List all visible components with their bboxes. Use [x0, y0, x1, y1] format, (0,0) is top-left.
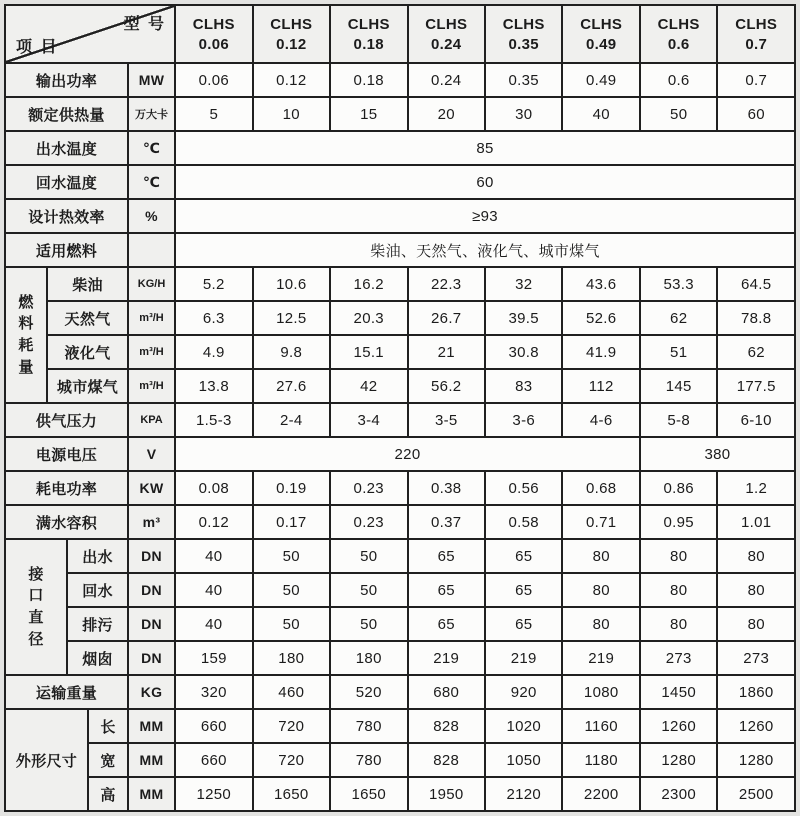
model-size: 0.7	[745, 35, 768, 53]
data-cell: 80	[562, 573, 639, 607]
data-cell: 5	[175, 97, 252, 131]
unit-cell: DN	[128, 539, 175, 573]
unit-cell: ℃	[128, 165, 175, 199]
data-cell: 680	[408, 675, 485, 709]
data-cell: 1020	[485, 709, 562, 743]
data-cell: 62	[717, 335, 795, 369]
unit-cell: m³/H	[128, 335, 175, 369]
model-series: CLHS	[192, 15, 235, 33]
data-cell: 50	[330, 607, 407, 641]
data-cell: 15.1	[330, 335, 407, 369]
data-cell: 0.49	[562, 63, 639, 97]
data-cell: 50	[330, 539, 407, 573]
row-label: 适用燃料	[5, 233, 128, 267]
unit-cell: KG	[128, 675, 175, 709]
unit-cell	[128, 233, 175, 267]
model-header-5	[562, 5, 639, 63]
data-cell: 30.8	[485, 335, 562, 369]
data-cell: 15	[330, 97, 407, 131]
data-cell: 1260	[640, 709, 717, 743]
model-size: 0.24	[431, 35, 462, 53]
data-cell: 1650	[253, 777, 330, 811]
split-value-cell: 380	[640, 437, 795, 471]
group-label-pipe	[5, 539, 67, 675]
data-cell: 12.5	[253, 301, 330, 335]
model-size: 0.12	[276, 35, 307, 53]
data-cell: 0.19	[253, 471, 330, 505]
data-cell: 39.5	[485, 301, 562, 335]
data-cell: 1180	[562, 743, 639, 777]
row-label: 耗电功率	[5, 471, 128, 505]
data-cell: 80	[640, 573, 717, 607]
unit-cell: ℃	[128, 131, 175, 165]
data-cell: 3-4	[330, 403, 407, 437]
row-label: 供气压力	[5, 403, 128, 437]
data-cell: 1950	[408, 777, 485, 811]
data-cell: 40	[175, 573, 252, 607]
data-cell: 1160	[562, 709, 639, 743]
data-cell: 219	[485, 641, 562, 675]
data-cell: 520	[330, 675, 407, 709]
unit-cell: m³	[128, 505, 175, 539]
data-cell: 0.06	[175, 63, 252, 97]
data-cell: 1250	[175, 777, 252, 811]
model-size: 0.35	[508, 35, 539, 53]
data-cell: 0.68	[562, 471, 639, 505]
data-cell: 42	[330, 369, 407, 403]
data-cell: 1.01	[717, 505, 795, 539]
sub-label: 回水	[67, 573, 128, 607]
data-cell: 80	[717, 573, 795, 607]
data-cell: 0.6	[640, 63, 717, 97]
data-cell: 219	[562, 641, 639, 675]
data-cell: 65	[485, 573, 562, 607]
data-cell: 112	[562, 369, 639, 403]
data-cell: 828	[408, 743, 485, 777]
data-cell: 10.6	[253, 267, 330, 301]
sub-label: 排污	[67, 607, 128, 641]
sub-label: 城市煤气	[47, 369, 128, 403]
model-size: 0.18	[353, 35, 384, 53]
model-size: 0.49	[586, 35, 617, 53]
data-cell: 13.8	[175, 369, 252, 403]
data-cell: 2200	[562, 777, 639, 811]
data-cell: 0.23	[330, 471, 407, 505]
data-cell: 50	[253, 539, 330, 573]
data-cell: 40	[175, 607, 252, 641]
data-cell: 0.17	[253, 505, 330, 539]
data-cell: 1280	[717, 743, 795, 777]
data-cell: 2120	[485, 777, 562, 811]
sub-label: 长	[88, 709, 128, 743]
data-cell: 0.71	[562, 505, 639, 539]
data-cell: 0.95	[640, 505, 717, 539]
row-label: 电源电压	[5, 437, 128, 471]
data-cell: 4.9	[175, 335, 252, 369]
unit-cell: MM	[128, 743, 175, 777]
data-cell: 0.38	[408, 471, 485, 505]
group-label-fuel	[5, 267, 47, 403]
data-cell: 720	[253, 743, 330, 777]
data-cell: 80	[640, 539, 717, 573]
data-cell: 180	[330, 641, 407, 675]
model-series: CLHS	[735, 15, 778, 33]
data-cell: 0.86	[640, 471, 717, 505]
unit-cell: MM	[128, 709, 175, 743]
data-cell: 660	[175, 743, 252, 777]
merged-value-cell: 60	[175, 165, 795, 199]
row-label: 设计热效率	[5, 199, 128, 233]
data-cell: 0.56	[485, 471, 562, 505]
data-cell: 80	[717, 539, 795, 573]
data-cell: 64.5	[717, 267, 795, 301]
data-cell: 320	[175, 675, 252, 709]
data-cell: 1650	[330, 777, 407, 811]
data-cell: 0.08	[175, 471, 252, 505]
data-cell: 0.7	[717, 63, 795, 97]
model-header-1	[253, 5, 330, 63]
data-cell: 6-10	[717, 403, 795, 437]
group-label-text: 接口直径	[28, 565, 44, 648]
data-cell: 32	[485, 267, 562, 301]
data-cell: 1280	[640, 743, 717, 777]
data-cell: 65	[485, 539, 562, 573]
data-cell: 50	[253, 573, 330, 607]
data-cell: 53.3	[640, 267, 717, 301]
model-header-2	[330, 5, 407, 63]
row-label: 满水容积	[5, 505, 128, 539]
data-cell: 20	[408, 97, 485, 131]
data-cell: 27.6	[253, 369, 330, 403]
data-cell: 40	[175, 539, 252, 573]
row-label: 额定供热量	[5, 97, 128, 131]
data-cell: 22.3	[408, 267, 485, 301]
row-label: 输出功率	[5, 63, 128, 97]
data-cell: 52.6	[562, 301, 639, 335]
data-cell: 920	[485, 675, 562, 709]
diagonal-divider	[6, 6, 174, 62]
data-cell: 1.2	[717, 471, 795, 505]
unit-cell: KG/H	[128, 267, 175, 301]
row-label: 出水温度	[5, 131, 128, 165]
merged-value-cell: ≥93	[175, 199, 795, 233]
data-cell: 60	[717, 97, 795, 131]
data-cell: 21	[408, 335, 485, 369]
data-cell: 273	[640, 641, 717, 675]
model-header-4	[485, 5, 562, 63]
data-cell: 65	[408, 607, 485, 641]
data-cell: 26.7	[408, 301, 485, 335]
unit-cell: DN	[128, 641, 175, 675]
data-cell: 5.2	[175, 267, 252, 301]
sub-label: 天然气	[47, 301, 128, 335]
data-cell: 3-6	[485, 403, 562, 437]
model-series: CLHS	[502, 15, 545, 33]
unit-cell: KW	[128, 471, 175, 505]
spec-table	[4, 4, 796, 812]
sub-label: 出水	[67, 539, 128, 573]
data-cell: 43.6	[562, 267, 639, 301]
sub-label: 烟囱	[67, 641, 128, 675]
data-cell: 9.8	[253, 335, 330, 369]
unit-cell: DN	[128, 573, 175, 607]
data-cell: 2-4	[253, 403, 330, 437]
data-cell: 460	[253, 675, 330, 709]
data-cell: 65	[485, 607, 562, 641]
data-cell: 0.35	[485, 63, 562, 97]
data-cell: 50	[640, 97, 717, 131]
merged-value-cell: 柴油、天然气、液化气、城市煤气	[175, 233, 795, 267]
data-cell: 41.9	[562, 335, 639, 369]
data-cell: 2300	[640, 777, 717, 811]
group-label-text: 燃料耗量	[18, 293, 34, 376]
data-cell: 80	[640, 607, 717, 641]
data-cell: 4-6	[562, 403, 639, 437]
data-cell: 145	[640, 369, 717, 403]
data-cell: 50	[330, 573, 407, 607]
data-cell: 780	[330, 743, 407, 777]
data-cell: 1260	[717, 709, 795, 743]
data-cell: 0.24	[408, 63, 485, 97]
data-cell: 0.12	[253, 63, 330, 97]
unit-cell: 万大卡	[128, 97, 175, 131]
sub-label: 高	[88, 777, 128, 811]
corner-model-label: 型 号	[123, 16, 167, 33]
data-cell: 65	[408, 573, 485, 607]
model-header-7	[717, 5, 795, 63]
data-cell: 40	[562, 97, 639, 131]
model-series: CLHS	[580, 15, 623, 33]
unit-cell: m³/H	[128, 369, 175, 403]
unit-cell: DN	[128, 607, 175, 641]
data-cell: 0.12	[175, 505, 252, 539]
data-cell: 10	[253, 97, 330, 131]
model-header-0	[175, 5, 252, 63]
row-label: 回水温度	[5, 165, 128, 199]
data-cell: 828	[408, 709, 485, 743]
sub-label: 柴油	[47, 267, 128, 301]
data-cell: 180	[253, 641, 330, 675]
unit-cell: m³/H	[128, 301, 175, 335]
data-cell: 83	[485, 369, 562, 403]
data-cell: 1450	[640, 675, 717, 709]
model-size: 0.06	[198, 35, 229, 53]
data-cell: 1080	[562, 675, 639, 709]
data-cell: 62	[640, 301, 717, 335]
corner-item-label: 项 目	[16, 39, 59, 56]
data-cell: 177.5	[717, 369, 795, 403]
data-cell: 1050	[485, 743, 562, 777]
merged-value-cell: 85	[175, 131, 795, 165]
unit-cell: V	[128, 437, 175, 471]
data-cell: 780	[330, 709, 407, 743]
model-series: CLHS	[270, 15, 313, 33]
group-label-dim: 外形尺寸	[5, 709, 88, 811]
data-cell: 56.2	[408, 369, 485, 403]
unit-cell: %	[128, 199, 175, 233]
unit-cell: KPA	[128, 403, 175, 437]
unit-cell: MW	[128, 63, 175, 97]
data-cell: 80	[562, 607, 639, 641]
model-series: CLHS	[657, 15, 700, 33]
split-value-cell: 220	[175, 437, 640, 471]
data-cell: 30	[485, 97, 562, 131]
data-cell: 20.3	[330, 301, 407, 335]
data-cell: 6.3	[175, 301, 252, 335]
sub-label: 宽	[88, 743, 128, 777]
data-cell: 159	[175, 641, 252, 675]
model-size: 0.6	[667, 35, 690, 53]
data-cell: 720	[253, 709, 330, 743]
data-cell: 80	[562, 539, 639, 573]
unit-cell: MM	[128, 777, 175, 811]
data-cell: 660	[175, 709, 252, 743]
model-header-6	[640, 5, 717, 63]
data-cell: 0.23	[330, 505, 407, 539]
sub-label: 液化气	[47, 335, 128, 369]
data-cell: 1.5-3	[175, 403, 252, 437]
model-series: CLHS	[425, 15, 468, 33]
corner-header-cell	[5, 5, 175, 63]
model-series: CLHS	[347, 15, 390, 33]
data-cell: 2500	[717, 777, 795, 811]
data-cell: 80	[717, 607, 795, 641]
data-cell: 0.58	[485, 505, 562, 539]
data-cell: 50	[253, 607, 330, 641]
data-cell: 16.2	[330, 267, 407, 301]
data-cell: 5-8	[640, 403, 717, 437]
data-cell: 0.18	[330, 63, 407, 97]
data-cell: 78.8	[717, 301, 795, 335]
model-header-3	[408, 5, 485, 63]
data-cell: 51	[640, 335, 717, 369]
data-cell: 0.37	[408, 505, 485, 539]
data-cell: 1860	[717, 675, 795, 709]
data-cell: 65	[408, 539, 485, 573]
data-cell: 273	[717, 641, 795, 675]
row-label: 运输重量	[5, 675, 128, 709]
data-cell: 219	[408, 641, 485, 675]
data-cell: 3-5	[408, 403, 485, 437]
